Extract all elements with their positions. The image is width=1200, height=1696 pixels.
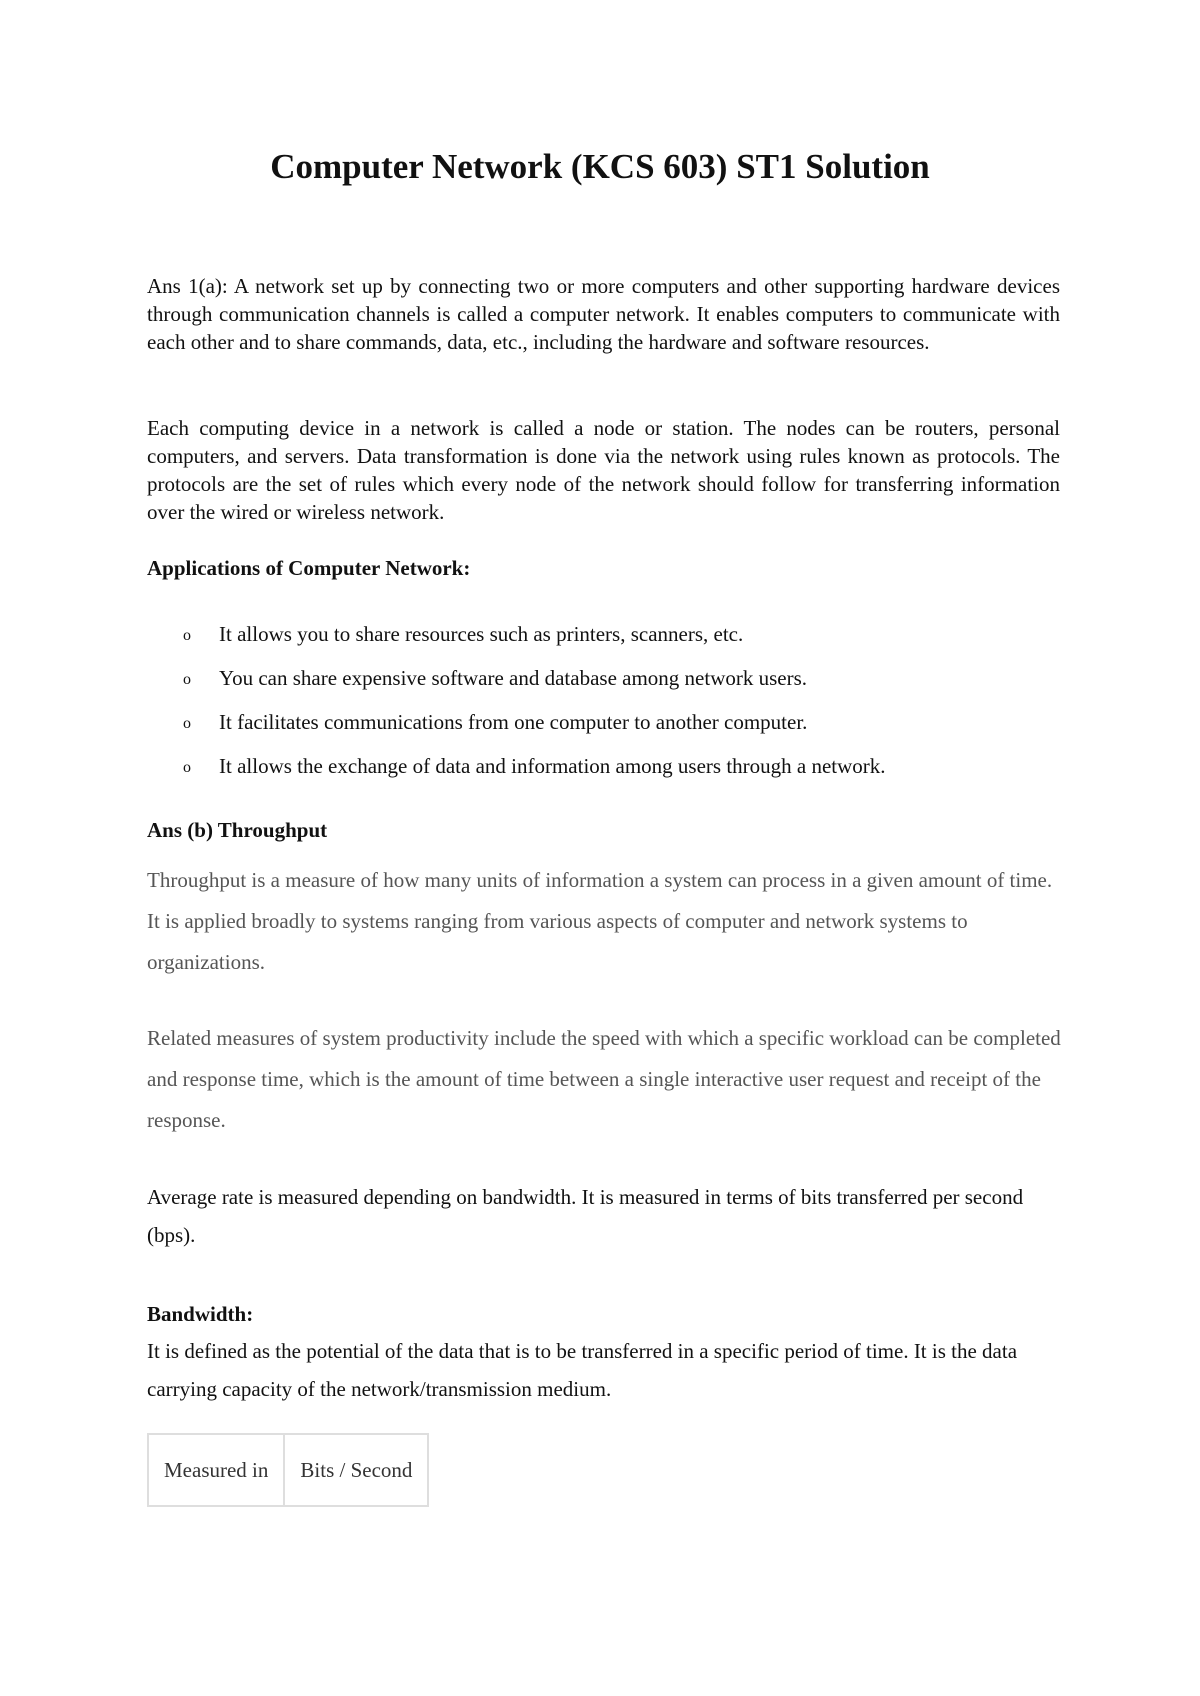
list-item xyxy=(147,664,1060,708)
applications-list xyxy=(147,620,1060,796)
ans1a-paragraph-2: Each computing device in a network is called a node or station. The nodes can be routers, personal computers, and servers. Data transformation is done via the network using rules known as protocols. The protocols are the set of rules which every node of the network should follow for transferring information over the wired or wireless network. xyxy=(147,416,1060,524)
bandwidth-definition: It is defined as the potential of the data that is to be transferred in a specific period of time. It is the data carrying capacity of the network/transmission medium. xyxy=(147,1339,1018,1401)
page-title: Computer Network (KCS 603) ST1 Solution xyxy=(270,147,930,186)
list-item xyxy=(147,752,1060,796)
list-item-text: It facilitates communications from one computer to another computer. xyxy=(219,710,808,734)
bullet-marker: o xyxy=(183,715,191,732)
bullet-marker: o xyxy=(183,671,191,688)
table-cell-label: Measured in xyxy=(148,1434,284,1506)
bandwidth-unit-table xyxy=(147,1433,429,1507)
list-item-text: It allows the exchange of data and information among users through a network. xyxy=(219,754,886,778)
ans1a-paragraph-1: Ans 1(a): A network set up by connecting two or more computers and other supporting hardware devices through communication channels is called a computer network. It enables computers to communicate with each other and to share commands, data, etc., including the hardware and software resources. xyxy=(147,274,1060,354)
throughput-paragraph-3: Average rate is measured depending on bandwidth. It is measured in terms of bits transferred per second (bps). xyxy=(147,1185,1024,1247)
table-row xyxy=(148,1434,428,1506)
bandwidth-heading: Bandwidth: xyxy=(147,1302,254,1326)
bullet-marker: o xyxy=(183,759,191,776)
throughput-paragraph-1: Throughput is a measure of how many units of information a system can process in a given amount of time. It is applied broadly to systems ranging from various aspects of computer and network systems to organizations. xyxy=(147,868,1053,974)
applications-heading: Applications of Computer Network: xyxy=(147,556,471,580)
list-item-text: It allows you to share resources such as printers, scanners, etc. xyxy=(219,622,744,646)
throughput-paragraph-2: Related measures of system productivity include the speed with which a specific workload can be completed and response time, which is the amount of time between a single interactive user request and receipt of the response. xyxy=(147,1026,1061,1132)
list-item-text: You can share expensive software and database among network users. xyxy=(219,666,808,690)
list-item xyxy=(147,620,1060,664)
table-cell-value: Bits / Second xyxy=(284,1434,428,1506)
bullet-marker: o xyxy=(183,627,191,644)
list-item xyxy=(147,708,1060,752)
ans-b-heading: Ans (b) Throughput xyxy=(147,818,328,842)
